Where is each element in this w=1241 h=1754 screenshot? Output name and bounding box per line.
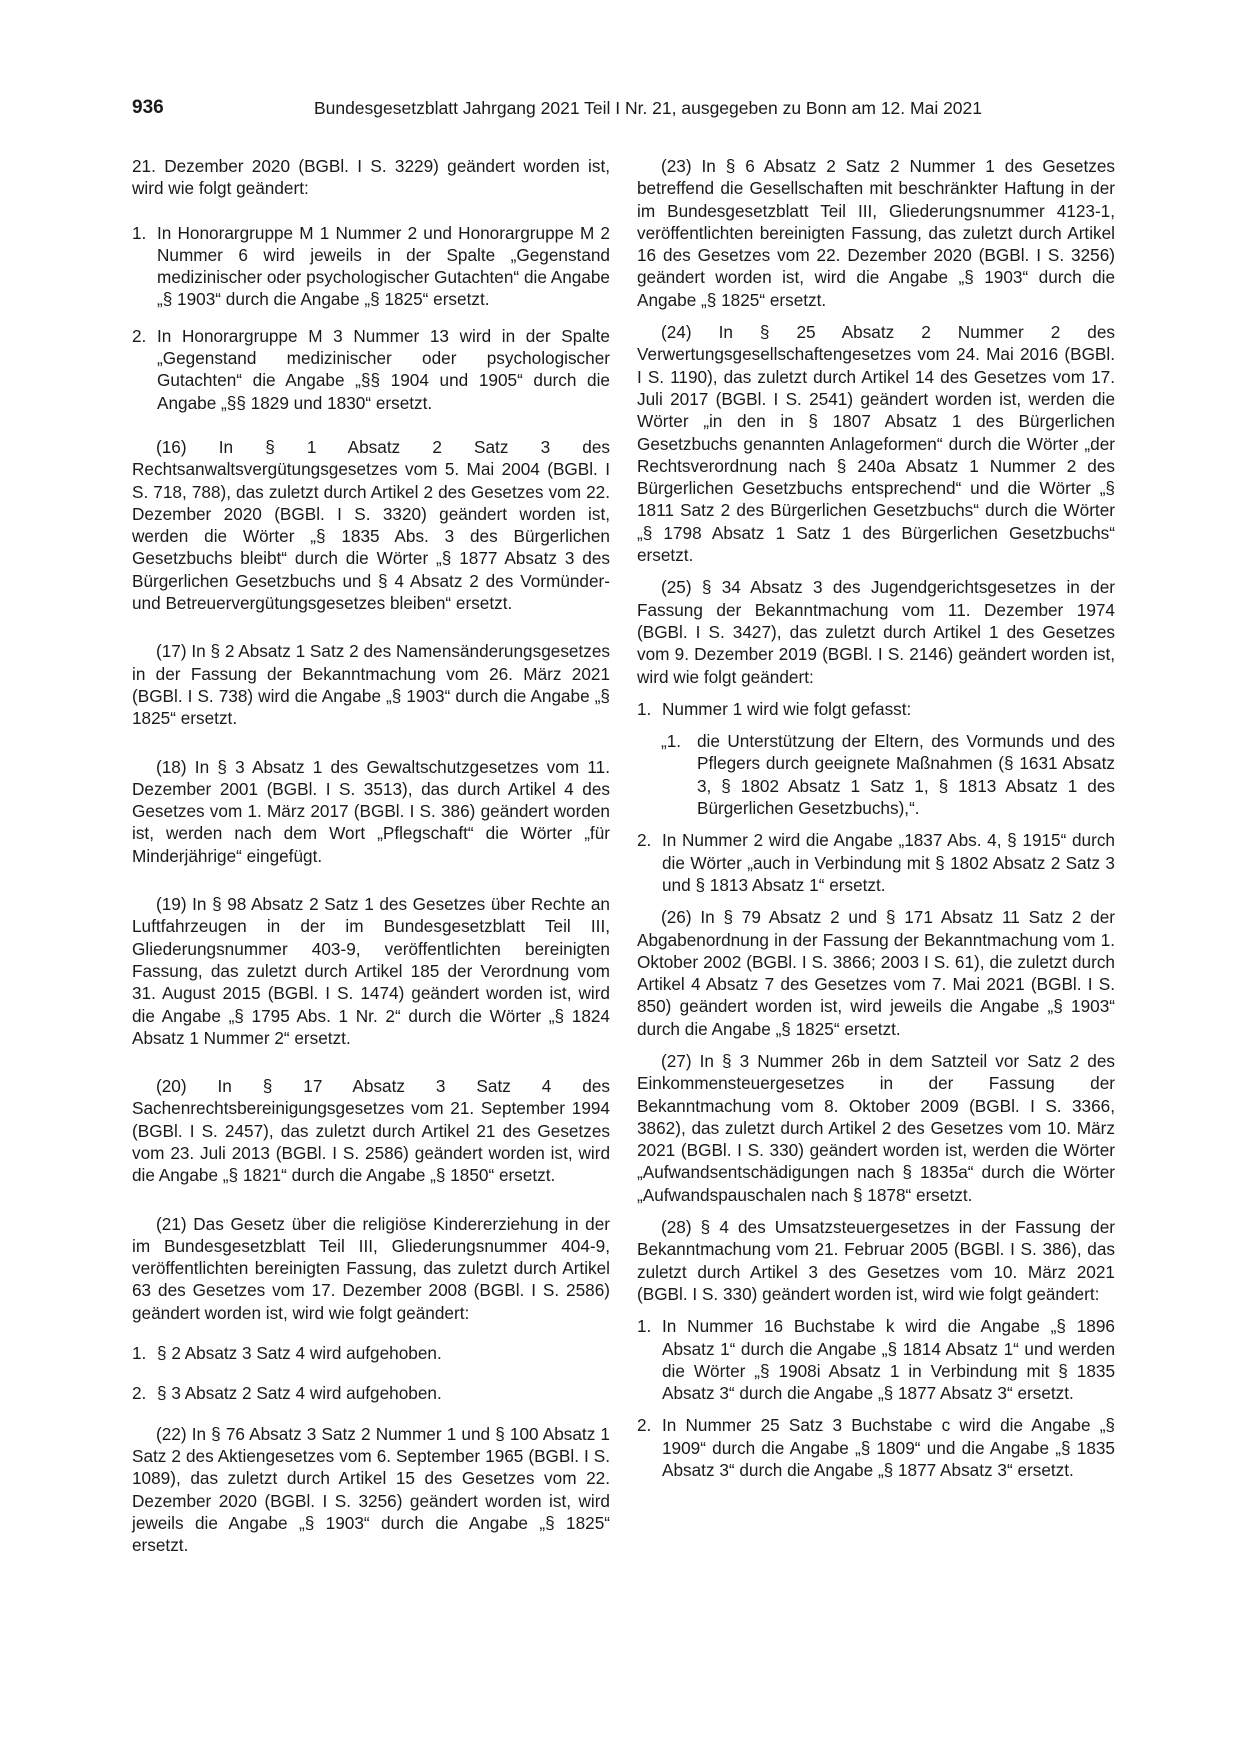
list-text: Nummer 1 wird wie folgt gefasst: — [662, 698, 912, 719]
list-item — [637, 698, 1115, 720]
list-number: „1. — [661, 731, 682, 752]
paragraph-24: (24) In § 25 Absatz 2 Nummer 2 des Verwertungsgesellschaftengesetzes vom 24. Mai 2016 (BGBl. I S. 1190), das zuletzt durch Artikel 14 des Gesetzes vom 17. Juli 2017 (BGBl. I S. 2541) geändert worden ist, werden die Wörter „in den in § 1807 Absatz 1 des Bürgerlichen Gesetzbuchs genannten Anlageformen“ durch die Wörter „der Rechtsverordnung nach § 240a Absatz 1 Nummer 2 des Bürgerlichen Gesetzbuchs entsprechend“ und die Wörter „§ 1811 Satz 2 des Bürgerlichen Gesetzbuchs“ durch die Wörter „§ 1798 Absatz 1 Satz 1 des Bürgerlichen Gesetzbuchs“ ersetzt. — [637, 322, 1115, 566]
list-item — [132, 222, 610, 311]
paragraph-19: (19) In § 98 Absatz 2 Satz 1 des Gesetzes über Rechte an Luftfahrzeugen in der im Bundesgesetzblatt Teil III, Gliederungsnummer 403-9, veröffentlichten bereinigten Fassung, das zuletzt durch Artikel 185 der Verordnung vom 31. August 2015 (BGBl. I S. 1474) geändert worden ist, wird die Angabe „§ 1795 Abs. 1 Nr. 2“ durch die Wörter „§ 1824 Absatz 1 Nummer 2“ ersetzt. — [132, 894, 610, 1048]
left-column — [132, 155, 610, 1556]
list-number: 1. — [637, 1316, 652, 1337]
list-number: 2. — [132, 325, 147, 346]
list-number: 2. — [132, 1383, 147, 1404]
page-number: 936 — [132, 97, 164, 118]
list-text: In Honorargruppe M 1 Nummer 2 und Honorargruppe M 2 Nummer 6 wird jeweils in der Spalte „Gegenstand medizinischer oder psychologischer Gutachten“ die Angabe „§ 1903“ durch die Angabe „§ 1825“ ersetzt. — [157, 222, 610, 310]
paragraph-25: (25) § 34 Absatz 3 des Jugendgerichtsgesetzes in der Fassung der Bekanntmachung vom 11. Dezember 1974 (BGBl. I S. 3427), das zuletzt durch Artikel 1 des Gesetzes vom 9. Dezember 2019 (BGBl. I S. 2146) geändert worden ist, wird wie folgt geändert: — [637, 577, 1115, 687]
paragraph-16: (16) In § 1 Absatz 2 Satz 3 des Rechtsanwaltsvergütungsgesetzes vom 5. Mai 2004 (BGBl. I S. 718, 788), das zuletzt durch Artikel 2 des Gesetzes vom 22. Dezember 2020 (BGBl. I S. 3320) geändert worden ist, werden die Wörter „§ 1835 Abs. 3 des Bürgerlichen Gesetzbuchs bleibt“ durch die Wörter „§ 1877 Absatz 3 des Bürgerlichen Gesetzbuchs und § 4 Absatz 2 des Vormünder- und Betreuervergütungsgesetzes bleiben“ ersetzt. — [132, 436, 610, 614]
list-text: In Honorargruppe M 3 Nummer 13 wird in der Spalte „Gegenstand medizinischer oder psychologischer Gutachten“ die Angabe „§§ 1904 und 1905“ durch die Angabe „§§ 1829 und 1830“ ersetzt. — [157, 325, 610, 413]
list-number: 2. — [637, 1415, 652, 1436]
paragraph-17: (17) In § 2 Absatz 1 Satz 2 des Namensänderungsgesetzes in der Fassung der Bekanntmachung vom 26. März 2021 (BGBl. I S. 738) wird die Angabe „§ 1903“ durch die Angabe „§ 1825“ ersetzt. — [132, 641, 610, 729]
paragraph-18: (18) In § 3 Absatz 1 des Gewaltschutzgesetzes vom 11. Dezember 2001 (BGBl. I S. 3513), das durch Artikel 4 des Gesetzes vom 1. März 2017 (BGBl. I S. 386) geändert worden ist, werden nach dem Wort „Pflegschaft“ die Wörter „für Minderjährige“ eingefügt. — [132, 756, 610, 866]
list-number: 2. — [637, 830, 652, 851]
list-text: § 3 Absatz 2 Satz 4 wird aufgehoben. — [157, 1383, 442, 1404]
list-text: die Unterstützung der Eltern, des Vormunds und des Pflegers durch geeignete Maßnahmen (§ 1631 Absatz 3, § 1802 Absatz 1 Satz 1, § 1813 Absatz 1 des Bürgerlichen Gesetzbuchs),“. — [697, 731, 1115, 819]
list-number: 1. — [637, 698, 652, 719]
list-text: In Nummer 2 wird die Angabe „1837 Abs. 4, § 1915“ durch die Wörter „auch in Verbindung mit § 1802 Absatz 2 Satz 3 und § 1813 Absatz 1“ ersetzt. — [662, 830, 1115, 895]
list-item — [637, 829, 1115, 896]
paragraph-22: (22) In § 76 Absatz 3 Satz 2 Nummer 1 und § 100 Absatz 1 Satz 2 des Aktiengesetzes vom 6. September 1965 (BGBl. I S. 1089), das zuletzt durch Artikel 15 des Gesetzes vom 22. Dezember 2020 (BGBl. I S. 3256) geändert worden ist, wird jeweils die Angabe „§ 1903“ durch die Angabe „§ 1825“ ersetzt. — [132, 1423, 610, 1556]
intro-paragraph: 21. Dezember 2020 (BGBl. I S. 3229) geändert worden ist, wird wie folgt geändert: — [132, 156, 610, 199]
paragraph-21: (21) Das Gesetz über die religiöse Kindererziehung in der im Bundesgesetzblatt Teil III, Gliederungsnummer 404-9, veröffentlichten bereinigten Fassung, das zuletzt durch Artikel 63 des Gesetzes vom 17. Dezember 2008 (BGBl. I S. 2586) geändert worden ist, wird wie folgt geändert: — [132, 1213, 610, 1323]
list-number: 1. — [132, 222, 147, 243]
page-header — [132, 97, 982, 125]
list-item — [637, 1414, 1115, 1481]
list-item — [132, 325, 610, 414]
running-title: Bundesgesetzblatt Jahrgang 2021 Teil I Nr. 21, ausgegeben zu Bonn am 12. Mai 2021 — [313, 98, 982, 118]
list-item — [132, 1342, 610, 1364]
list-text: In Nummer 25 Satz 3 Buchstabe c wird die Angabe „§ 1909“ durch die Angabe „§ 1809“ und die Angabe „§ 1835 Absatz 3“ durch die Angabe „§ 1877 Absatz 3“ ersetzt. — [662, 1415, 1115, 1481]
paragraph-23: (23) In § 6 Absatz 2 Satz 2 Nummer 1 des Gesetzes betreffend die Gesellschaften mit beschränkter Haftung in der im Bundesgesetzblatt Teil III, Gliederungsnummer 4123-1, veröffentlichten bereinigten Fassung, das zuletzt durch Artikel 16 des Gesetzes vom 22. Dezember 2020 (BGBl. I S. 3256) geändert worden ist, wird die Angabe „§ 1903“ durch die Angabe „§ 1825“ ersetzt. — [637, 156, 1115, 310]
list-text: § 2 Absatz 3 Satz 4 wird aufgehoben. — [157, 1343, 442, 1364]
list-item — [132, 1382, 610, 1404]
list-text: In Nummer 16 Buchstabe k wird die Angabe „§ 1896 Absatz 1“ durch die Angabe „§ 1814 Absatz 1“ und werden die Wörter „§ 1908i Absatz 1 in Verbindung mit § 1835 Absatz 3“ durch die Angabe „§ 1877 Absatz 3“ ersetzt. — [662, 1316, 1115, 1404]
paragraph-20: (20) In § 17 Absatz 3 Satz 4 des Sachenrechtsbereinigungsgesetzes vom 21. September 1994 (BGBl. I S. 2457), das zuletzt durch Artikel 21 des Gesetzes vom 23. Juli 2013 (BGBl. I S. 2586) geändert worden ist, wird die Angabe „§ 1821“ durch die Angabe „§ 1850“ ersetzt. — [132, 1076, 610, 1186]
list-number: 1. — [132, 1343, 147, 1364]
paragraph-26: (26) In § 79 Absatz 2 und § 171 Absatz 11 Satz 2 der Abgabenordnung in der Fassung der Bekanntmachung vom 1. Oktober 2002 (BGBl. I S. 3866; 2003 I S. 61), die zuletzt durch Artikel 4 Absatz 7 des Gesetzes vom 7. Mai 2021 (BGBl. I S. 850) geändert worden ist, wird jeweils die Angabe „§ 1903“ durch die Angabe „§ 1825“ ersetzt. — [637, 907, 1115, 1039]
right-column — [637, 155, 1115, 1481]
list-item — [637, 1315, 1115, 1404]
quoted-list-item — [661, 730, 1115, 819]
paragraph-28: (28) § 4 des Umsatzsteuergesetzes in der Fassung der Bekanntmachung vom 21. Februar 2005 (BGBl. I S. 386), das zuletzt durch Artikel 3 des Gesetzes vom 10. März 2021 (BGBl. I S. 330) geändert worden ist, wird wie folgt geändert: — [637, 1217, 1115, 1304]
paragraph-27: (27) In § 3 Nummer 26b in dem Satzteil vor Satz 2 des Einkommensteuergesetzes in der Fassung der Bekanntmachung vom 8. Oktober 2009 (BGBl. I S. 3366, 3862), das zuletzt durch Artikel 2 des Gesetzes vom 10. März 2021 (BGBl. I S. 330) geändert worden ist, werden die Wörter „Aufwandsentschädigungen nach § 1835a“ durch die Wörter „Aufwandspauschalen nach § 1878“ ersetzt. — [637, 1050, 1115, 1205]
